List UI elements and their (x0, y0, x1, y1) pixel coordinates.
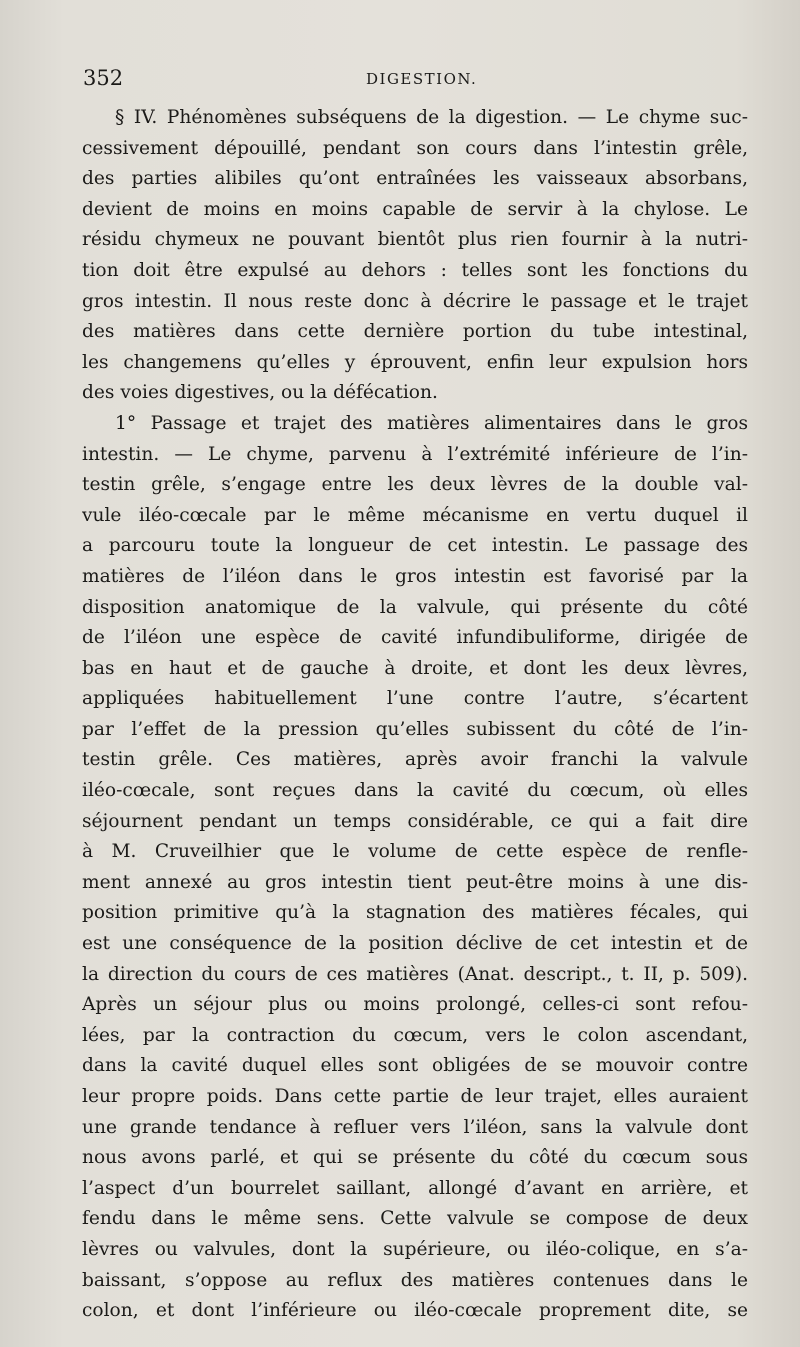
text-line: 1° Passage et trajet des matières alimentaires dans le gros (115, 412, 748, 434)
text-line: des matières dans cette dernière portion du tube intestinal, (82, 321, 748, 343)
text-line: Après un séjour plus ou moins prolongé, celles-ci sont refou- (82, 994, 748, 1016)
text-line: a parcouru toute la longueur de cet intestin. Le passage des (82, 535, 748, 557)
text-line: iléo-cœcale, sont reçues dans la cavité du cœcum, où elles (82, 780, 748, 802)
text-line: fendu dans le même sens. Cette valvule se compose de deux (82, 1208, 748, 1230)
text-line: lées, par la contraction du cœcum, vers le colon ascendant, (82, 1024, 748, 1046)
text-line: à M. Cruveilhier que le volume de cette espèce de renfle- (82, 841, 748, 863)
text-line: ment annexé au gros intestin tient peut-être moins à une dis- (82, 871, 748, 893)
text-line: l’aspect d’un bourrelet saillant, allongé d’avant en arrière, et (82, 1177, 748, 1199)
text-line: lèvres ou valvules, dont la supérieure, ou iléo-colique, en s’a- (82, 1238, 748, 1260)
text-line: gros intestin. Il nous reste donc à décrire le passage et le trajet (82, 290, 748, 312)
text-line: bas en haut et de gauche à droite, et dont les deux lèvres, (82, 657, 748, 679)
text-line: dans la cavité duquel elles sont obligées de se mouvoir contre (82, 1055, 748, 1077)
running-title: DIGESTION. (366, 70, 478, 88)
page-header (83, 66, 743, 98)
text-line: baissant, s’oppose au reflux des matières contenues dans le (82, 1269, 748, 1291)
text-line: nous avons parlé, et qui se présente du côté du cœcum sous (82, 1147, 748, 1169)
page-number: 352 (83, 66, 124, 90)
text-line: § IV. Phénomènes subséquens de la digestion. — Le chyme suc- (115, 107, 748, 128)
text-line: disposition anatomique de la valvule, qui présente du côté (82, 596, 748, 618)
text-line: une grande tendance à refluer vers l’iléon, sans la valvule dont (82, 1116, 748, 1138)
text-line: cessivement dépouillé, pendant son cours dans l’intestin grêle, (82, 137, 748, 159)
text-line: matières de l’iléon dans le gros intestin est favorisé par la (82, 565, 748, 587)
text-line: appliquées habituellement l’une contre l’autre, s’écartent (82, 688, 748, 710)
text-line: séjournent pendant un temps considérable, ce qui a fait dire (82, 810, 748, 832)
text-line: est une conséquence de la position déclive de cet intestin et de (82, 933, 748, 955)
text-line: des voies digestives, ou la défécation. (82, 382, 438, 404)
text-line: des parties alibiles qu’ont entraînées les vaisseaux absorbans, (82, 168, 748, 190)
text-line: la direction du cours de ces matières (Anat. descript., t. II, p. 509). (82, 963, 748, 985)
text-line: tion doit être expulsé au dehors : telles sont les fonctions du (82, 259, 748, 281)
text-line: leur propre poids. Dans cette partie de leur trajet, elles auraient (82, 1086, 748, 1107)
text-line: vule iléo-cœcale par le même mécanisme en vertu duquel il (82, 504, 748, 526)
text-line: devient de moins en moins capable de servir à la chylose. Le (82, 198, 748, 220)
text-line: position primitive qu’à la stagnation des matières fécales, qui (82, 902, 748, 924)
text-line: testin grêle, s’engage entre les deux lèvres de la double val- (82, 474, 748, 496)
text-line: de l’iléon une espèce de cavité infundibuliforme, dirigée de (82, 627, 748, 649)
text-line: par l’effet de la pression qu’elles subissent du côté de l’in- (82, 718, 748, 740)
body-text (82, 103, 748, 1327)
text-line: les changemens qu’elles y éprouvent, enfin leur expulsion hors (82, 351, 748, 373)
text-line: intestin. — Le chyme, parvenu à l’extrémité inférieure de l’in- (82, 443, 748, 465)
text-line: testin grêle. Ces matières, après avoir franchi la valvule (82, 749, 748, 771)
text-line: colon, et dont l’inférieure ou iléo-cœcale proprement dite, se (82, 1300, 748, 1322)
text-line: résidu chymeux ne pouvant bientôt plus rien fournir à la nutri- (82, 229, 748, 251)
